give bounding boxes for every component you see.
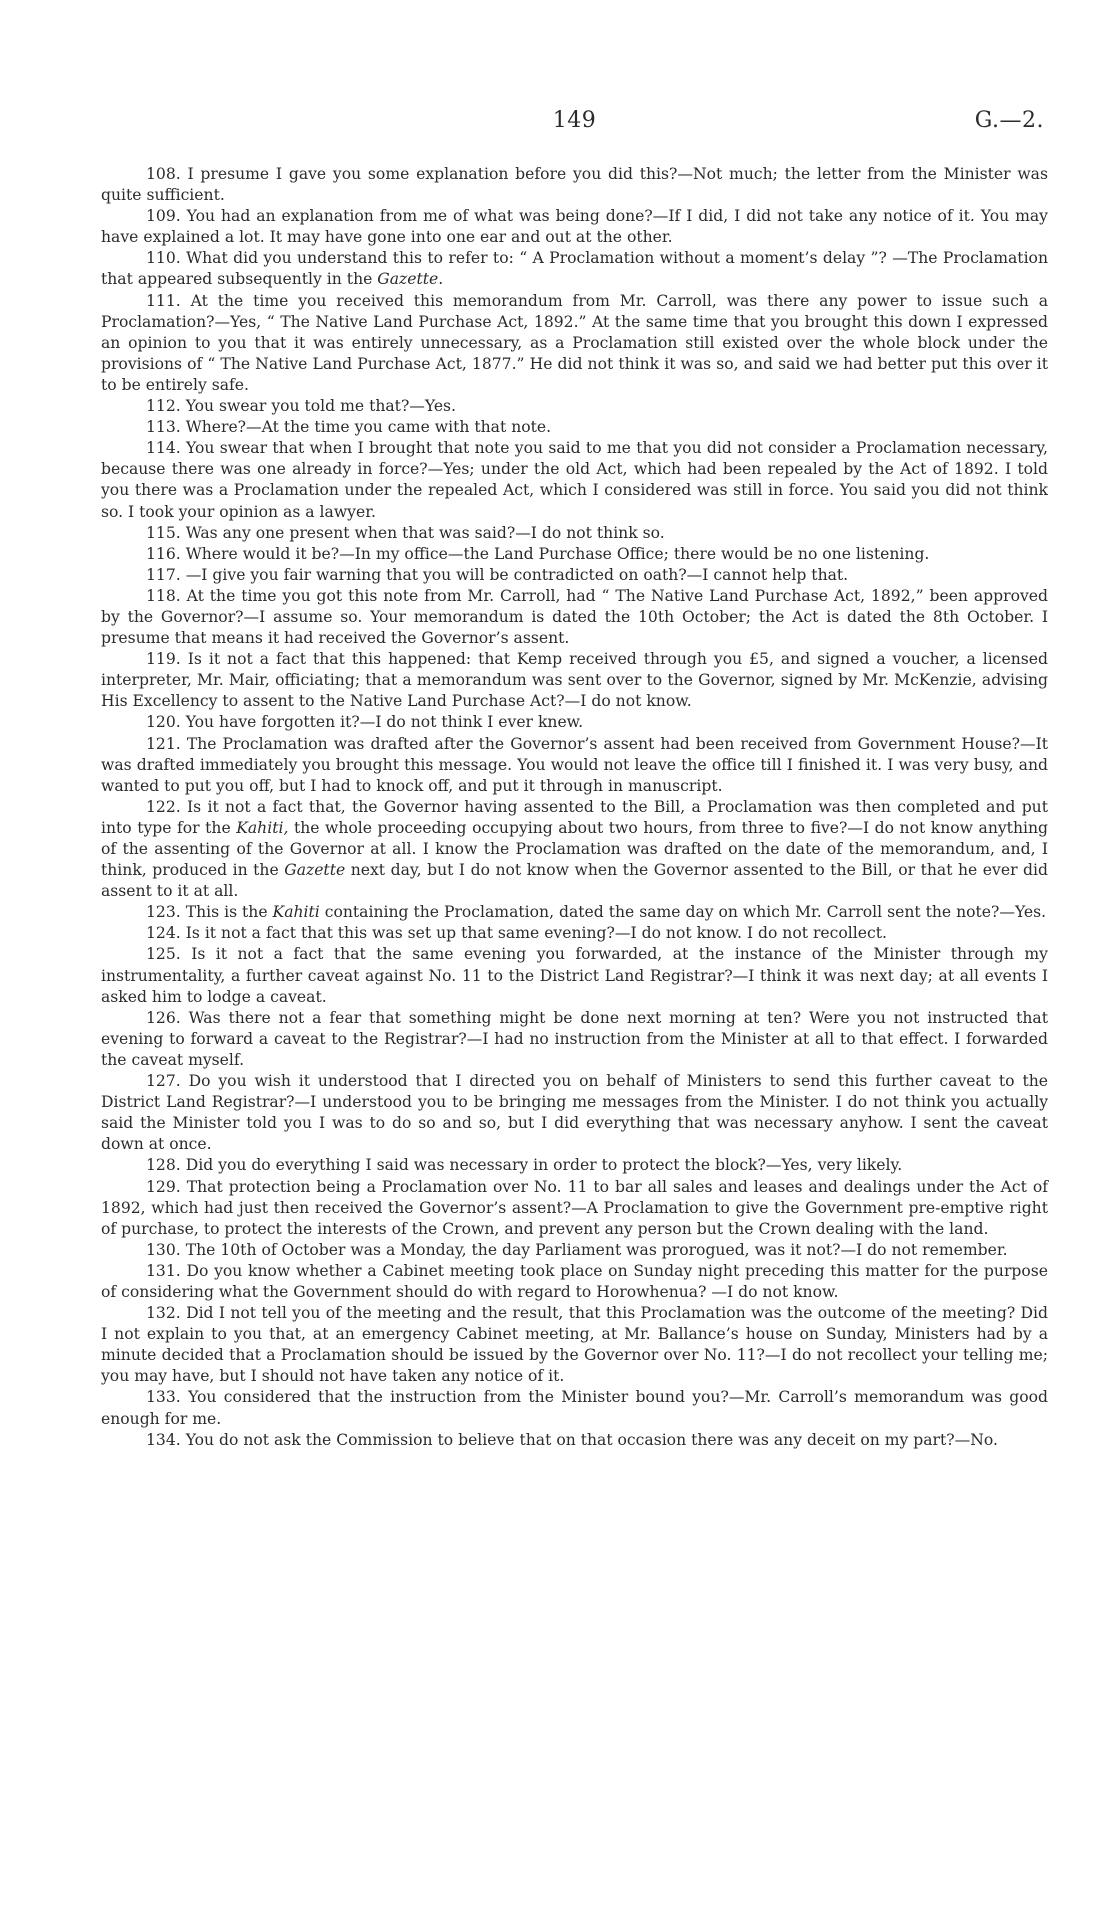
question-answer-paragraph [101, 1261, 1048, 1303]
question-answer-paragraph [101, 1240, 1048, 1261]
paragraph-text: You swear that when I brought that note you said to me that you did not consider a Proclamation necessary, because there was one already in force?—Yes; under the old Act, which had been repealed by the Act of 1892. I told you there was a Proclamation under the repealed Act, which I considered was still in force. You said you did not think so. I took your opinion as a lawyer. [101, 439, 1048, 521]
paragraph-text: You had an explanation from me of what was being done?—If I did, I did not take any notice of it. You may have explained a lot. It may have gone into one ear and out at the other. [101, 207, 1048, 247]
question-answer-paragraph [101, 206, 1048, 248]
paragraph-text: Is it not a fact that this was set up that same evening?—I do not know. I do not recollect. [185, 924, 887, 943]
paragraph-number: 123. [146, 903, 181, 922]
question-answer-paragraph [101, 1155, 1048, 1176]
question-answer-paragraph [101, 164, 1048, 206]
paragraph-number: 118. [146, 586, 181, 605]
paragraph-text: Was there not a fear that something might be done next morning at ten? Were you not instructed that evening to forward a caveat to the Registrar?—I had no instruction from the Minister at all to that effect. I forwarded the caveat myself. [101, 1008, 1048, 1069]
page-number: 149 [552, 108, 597, 133]
question-answer-paragraph [101, 417, 1048, 438]
question-answer-paragraph [101, 1177, 1048, 1240]
paragraph-number: 128. [146, 1156, 181, 1175]
question-answer-paragraph [101, 1430, 1048, 1451]
question-answer-paragraph [101, 438, 1048, 522]
paragraph-text: At the time you got this note from Mr. Carroll, had “ The Native Land Purchase Act, 1892,” been approved by the Governor?—I assume so. Your memorandum is dated the 10th October; the Act is dated the 8th October. I presume that means it had received the Governor’s assent. [101, 586, 1048, 648]
paragraph-text: This is the [185, 903, 273, 922]
paragraph-number: 131. [146, 1261, 181, 1280]
paragraph-number: 130. [146, 1240, 181, 1259]
question-answer-paragraph [101, 1008, 1048, 1071]
page-reference: G.—2. [974, 108, 1044, 133]
paragraph-number: 132. [146, 1304, 181, 1323]
paragraph-number: 126. [146, 1008, 181, 1027]
paragraph-text: containing the Proclamation, dated the same day on which Mr. Carroll sent the note?—Yes. [319, 903, 1047, 922]
question-answer-paragraph [101, 712, 1048, 733]
paragraph-number: 116. [146, 544, 181, 563]
paragraph-number: 110. [146, 249, 181, 268]
paragraph-text: Did I not tell you of the meeting and the result, that this Proclamation was the outcome of the meeting? Did I not explain to you that, at an emergency Cabinet meeting, at Mr. Ballance’s house on Sunday, Ministers had by a minute decided that a Proclamation should be issued by the Governor over No. 11?—I do not recollect your telling me; you may have, but I should not have taken any notice of it. [101, 1304, 1048, 1386]
question-answer-paragraph [101, 1071, 1048, 1155]
paragraph-text: You do not ask the Commission to believe that on that occasion there was any deceit on my part?—No. [185, 1430, 998, 1449]
paragraph-text: Where would it be?—In my office—the Land Purchase Office; there would be no one listening. [185, 544, 930, 563]
question-answer-paragraph [101, 1387, 1048, 1429]
paragraph-text: Is it not a fact that this happened: that Kemp received through you £5, and signed a voucher, a licensed interpreter, Mr. Mair, officiating; that a memorandum was sent over to the Governor, signed by Mr. McKenzie, advising His Excellency to assent to the Native Land Purchase Act?—I do not know. [101, 650, 1048, 711]
paragraph-number: 124. [146, 924, 181, 943]
paragraph-number: 119. [146, 650, 181, 669]
question-answer-paragraph [101, 565, 1048, 586]
question-answer-paragraph [101, 586, 1048, 649]
question-answer-paragraph [101, 396, 1048, 417]
paragraph-text: You swear you told me that?—Yes. [185, 397, 457, 416]
paragraph-text: At the time you received this memorandum from Mr. Carroll, was there any power to issue such a Proclamation?—Yes, “ The Native Land Purchase Act, 1892.” At the same time that you brought this down I expressed an opinion to you that it was entirely unnecessary, as a Proclamation still existed over the whole block under the provisions of “ The Native Land Purchase Act, 1877.” He did not think it was so, and said we had better put this over it to be entirely safe. [101, 291, 1048, 394]
paragraph-number: 134. [146, 1430, 181, 1449]
paragraph-number: 133. [146, 1388, 181, 1407]
paragraph-text: Do you wish it understood that I directed you on behalf of Ministers to send this further caveat to the District Land Registrar?—I understood you to be bringing me messages from the Minister. I do not think you actually said the Minister told you I was to do so and so, but I did everything that was necessary anyhow. I sent the caveat down at once. [101, 1072, 1048, 1154]
paragraph-text: Is it not a fact that, the Governor having assented to the Bill, a Proclamation was then completed and put into type for the [101, 797, 1048, 837]
paragraph-text: That protection being a Proclamation over No. 11 to bar all sales and leases and dealings under the Act of 1892, which had just then received the Governor’s assent?—A Proclamation to give the Government pre-emptive right of purchase, to protect the interests of the Crown, and prevent any person but the Crown dealing with the land. [101, 1177, 1048, 1238]
question-answer-paragraph [101, 248, 1048, 290]
paragraph-text: I presume I gave you some explanation before you did this?—Not much; the letter from the Minister was quite sufficient. [101, 165, 1048, 205]
page-header [101, 108, 1048, 164]
paragraph-text: Where?—At the time you came with that note. [185, 418, 552, 437]
paragraph-number: 127. [146, 1072, 181, 1091]
question-answer-paragraph [101, 797, 1048, 902]
document-page [101, 108, 1048, 1451]
paragraph-text: the whole proceeding occupying about two hours, from three to five?—I do not know anything of the assenting of the Governor at all. I know the Proclamation was drafted on the date of the memorandum, and, I think, produced in the [101, 818, 1049, 880]
paragraph-number: 108. [146, 165, 181, 183]
paragraph-number: 112. [146, 397, 181, 416]
paragraph-number: 113. [146, 418, 181, 437]
body-text [101, 164, 1048, 1451]
paragraph-number: 121. [146, 734, 181, 753]
italic-text: Gazette [284, 861, 346, 880]
paragraph-text: The Proclamation was drafted after the Governor’s assent had been received from Government House?—It was drafted immediately you brought this message. You would not leave the office till I finished it. I was very busy, and wanted to put you off, but I had to knock off, and put it through in manuscript. [101, 734, 1048, 795]
question-answer-paragraph [101, 923, 1048, 944]
paragraph-number: 120. [146, 713, 181, 732]
paragraph-text: The 10th of October was a Monday, the day Parliament was prorogued, was it not?—I do not remember. [185, 1240, 1008, 1259]
paragraph-text: Is it not a fact that the same evening you forwarded, at the instance of the Minister through my instrumentality, a further caveat against No. 11 to the District Land Registrar?—I think it was next day; at all events I asked him to lodge a caveat. [101, 945, 1048, 1006]
paragraph-number: 117. [146, 565, 181, 584]
paragraph-text: What did you understand this to refer to: “ A Proclamation without a moment’s delay ”? —The Proclamation that appeared subsequently in the [101, 249, 1048, 289]
paragraph-text: Did you do everything I said was necessary in order to protect the block?—Yes, very likely. [185, 1156, 903, 1175]
question-answer-paragraph [101, 734, 1048, 797]
question-answer-paragraph [101, 291, 1048, 396]
paragraph-number: 115. [146, 523, 181, 542]
question-answer-paragraph [101, 902, 1048, 923]
question-answer-paragraph [101, 944, 1048, 1007]
paragraph-text: —I give you fair warning that you will be contradicted on oath?—I cannot help that. [185, 565, 849, 584]
paragraph-text: Do you know whether a Cabinet meeting took place on Sunday night preceding this matter for the purpose of considering what the Government should do with regard to Horowhenua? —I do not know. [101, 1261, 1048, 1301]
italic-text: Gazette. [377, 270, 444, 289]
paragraph-text: You considered that the instruction from the Minister bound you?—Mr. Carroll’s memorandum was good enough for me. [101, 1388, 1048, 1428]
paragraph-number: 129. [146, 1177, 181, 1196]
paragraph-number: 114. [146, 439, 181, 458]
paragraph-text: next day, but I do not know when the Governor assented to the Bill, or that he ever did assent to it at all. [101, 861, 1049, 901]
paragraph-number: 125. [146, 945, 181, 964]
paragraph-number: 111. [146, 291, 181, 310]
italic-text: Kahiti [272, 903, 320, 922]
paragraph-text: Was any one present when that was said?—I do not think so. [185, 523, 665, 542]
paragraph-text: You have forgotten it?—I do not think I ever knew. [185, 713, 584, 732]
question-answer-paragraph [101, 523, 1048, 544]
question-answer-paragraph [101, 649, 1048, 712]
paragraph-number: 109. [146, 207, 181, 226]
paragraph-number: 122. [146, 797, 181, 816]
question-answer-paragraph [101, 1303, 1048, 1387]
italic-text: Kahiti, [236, 818, 289, 837]
question-answer-paragraph [101, 544, 1048, 565]
